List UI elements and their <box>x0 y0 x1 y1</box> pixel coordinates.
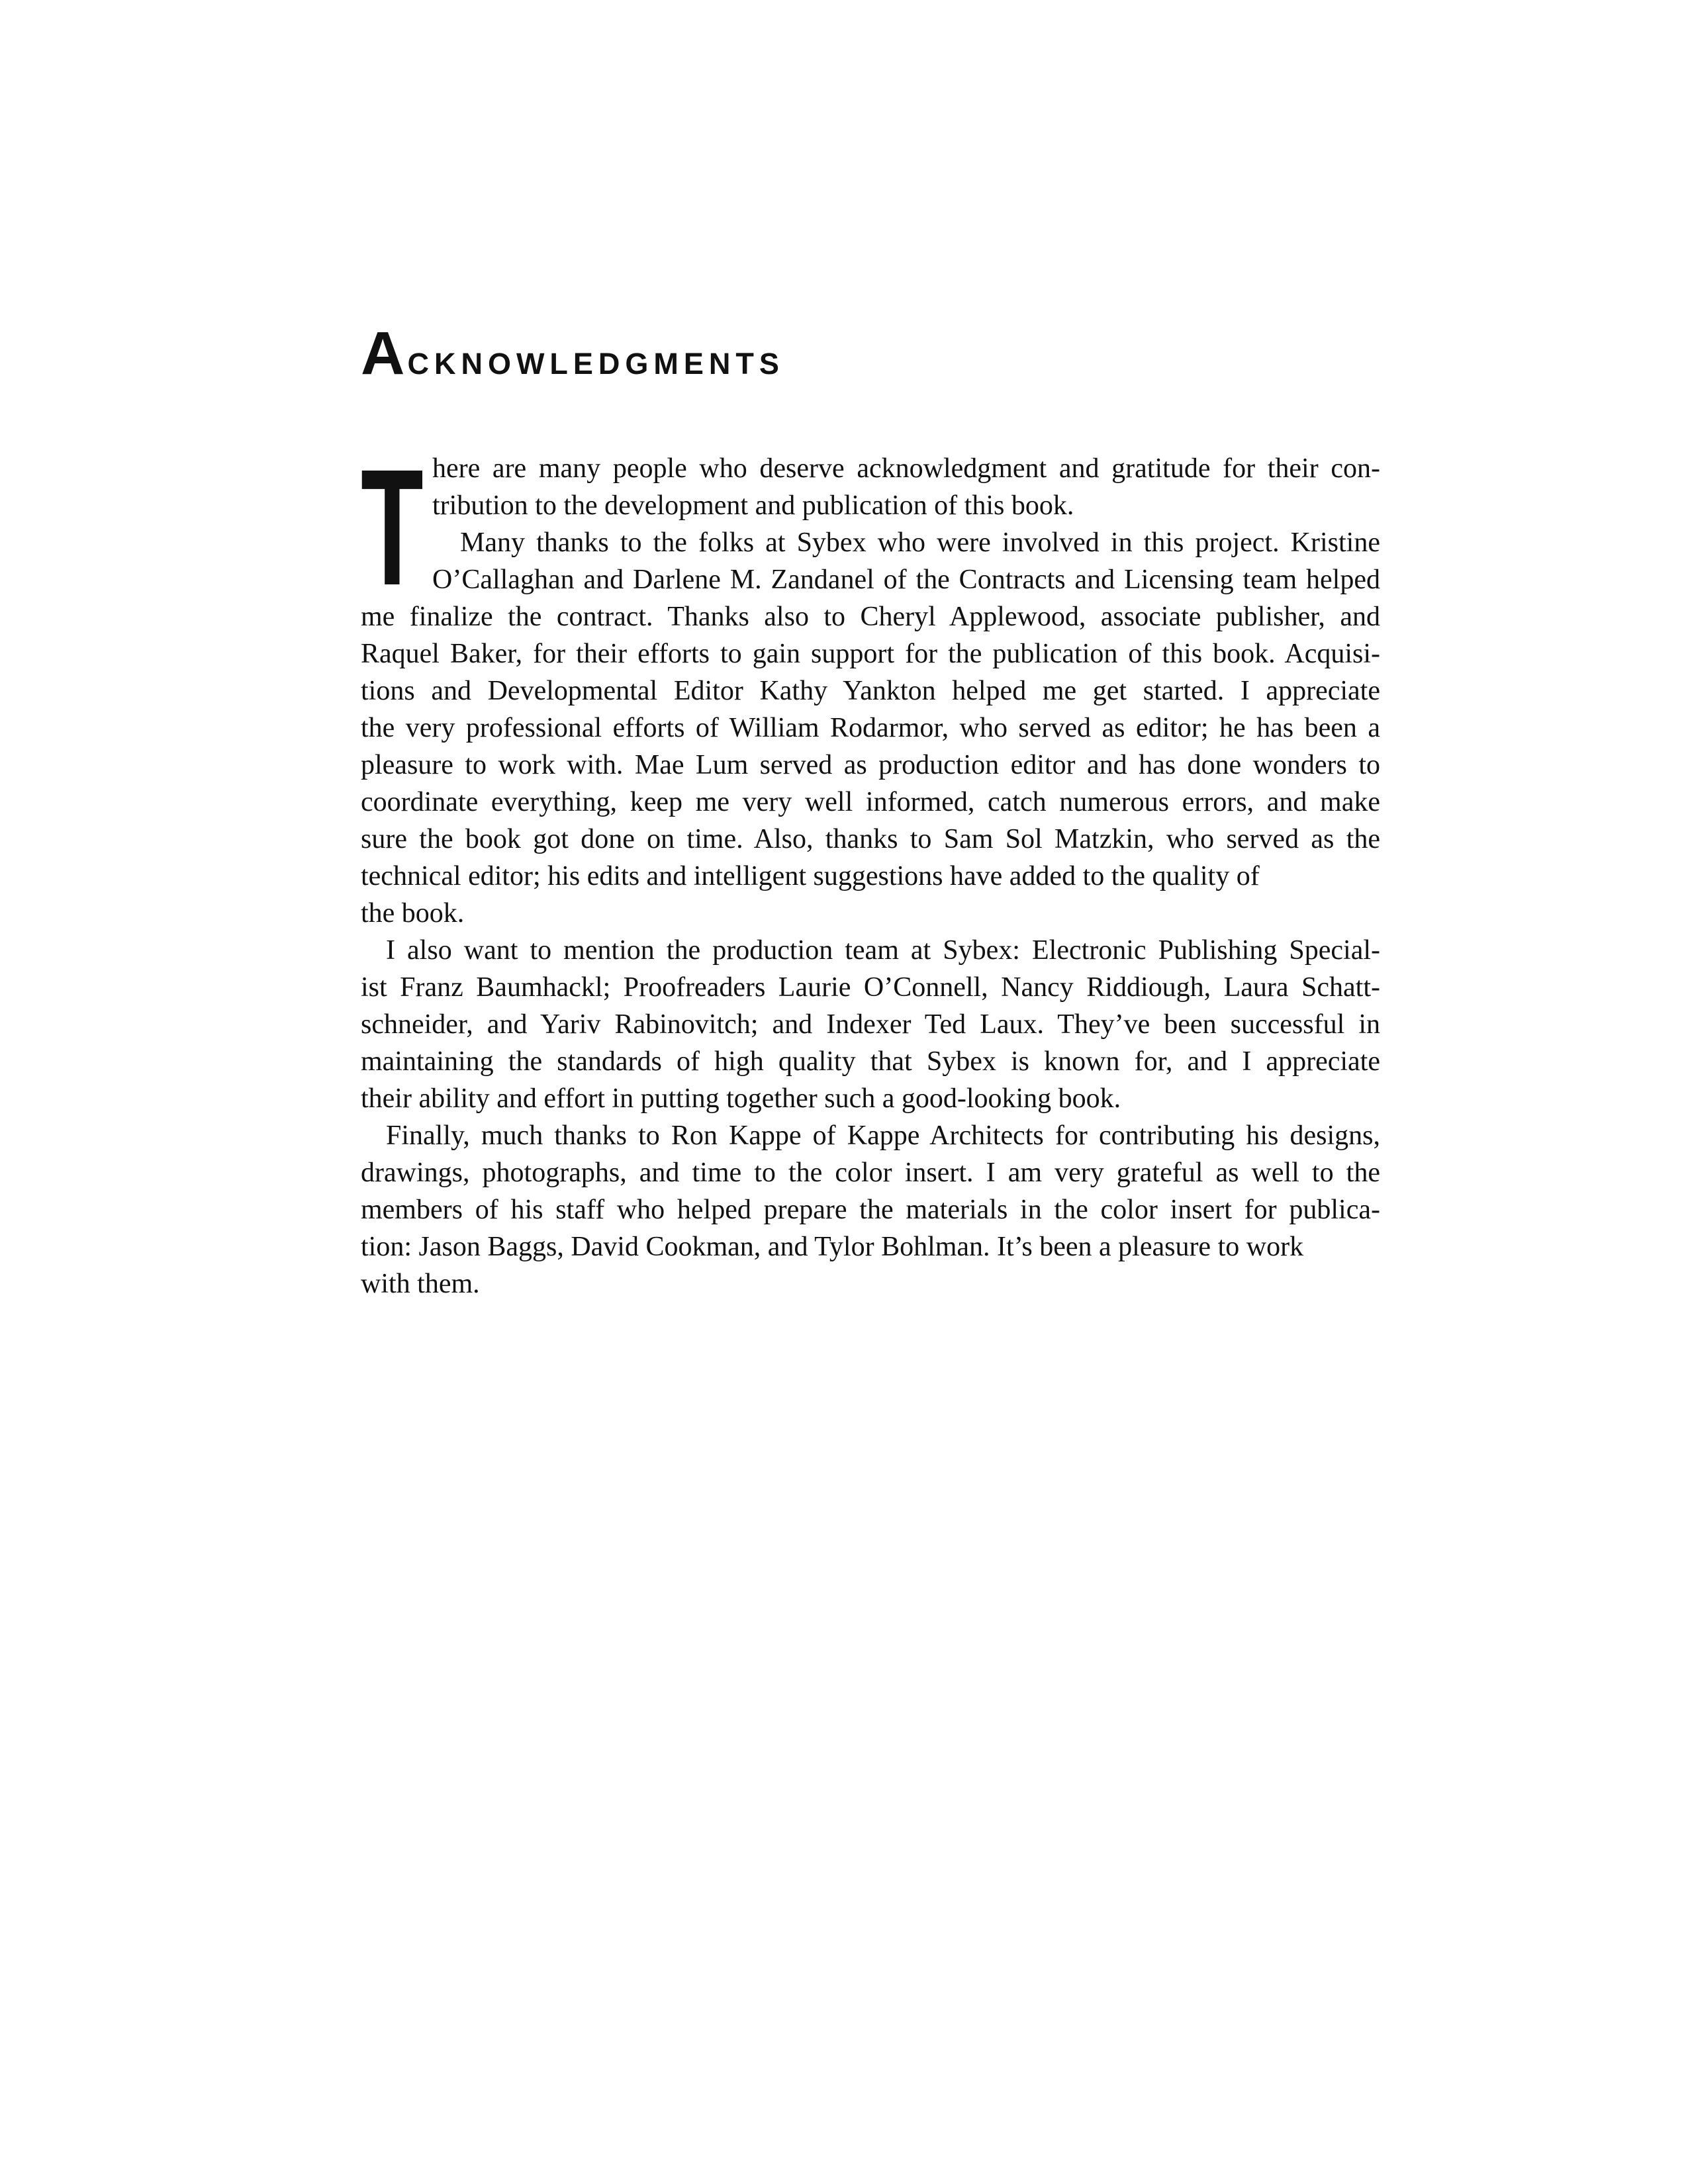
drop-cap: T <box>361 435 424 619</box>
paragraph-4-line-3: members of his staff who helped prepare the materials in the color insert for publica- <box>361 1195 1380 1225</box>
paragraph-3-line-4: maintaining the standards of high quality that Sybex is known for, and I appreciate <box>361 1046 1380 1077</box>
paragraph-2-line-11: the book. <box>361 898 465 929</box>
paragraph-2-line-4: Raquel Baker, for their efforts to gain support for the publication of this book. Acquisi- <box>361 639 1380 669</box>
body-text <box>361 435 1380 1302</box>
paragraph-1-line-2: tribution to the development and publication of this book. <box>432 490 1074 521</box>
paragraph-3-line-3: schneider, and Yariv Rabinovitch; and Indexer Ted Laux. They’ve been successful in <box>361 1009 1380 1040</box>
paragraph-2-line-3: me finalize the contract. Thanks also to Cheryl Applewood, associate publisher, and <box>361 602 1380 632</box>
paragraph-2-line-1: Many thanks to the folks at Sybex who were involved in this project. Kristine <box>460 527 1380 558</box>
paragraph-3-line-2: ist Franz Baumhackl; Proofreaders Laurie O’Connell, Nancy Riddiough, Laura Schatt- <box>361 972 1380 1003</box>
paragraph-4-line-4: tion: Jason Baggs, David Cookman, and Tylor Bohlman. It’s been a pleasure to work <box>361 1232 1304 1262</box>
paragraph-4-line-1: Finally, much thanks to Ron Kappe of Kappe Architects for contributing his designs, <box>386 1120 1380 1151</box>
title-initial: A <box>361 320 408 387</box>
paragraph-2-line-5: tions and Developmental Editor Kathy Yankton helped me get started. I appreciate <box>361 676 1380 706</box>
paragraph-3-line-1: I also want to mention the production team at Sybex: Electronic Publishing Special- <box>386 935 1380 966</box>
page-title <box>361 320 784 387</box>
paragraph-2-line-6: the very professional efforts of William Rodarmor, who served as editor; he has been a <box>361 713 1380 743</box>
paragraph-1-line-1: here are many people who deserve acknowledgment and gratitude for their con- <box>432 453 1380 484</box>
paragraph-2-line-2: O’Callaghan and Darlene M. Zandanel of the Contracts and Licensing team helped <box>432 565 1380 595</box>
paragraph-2-line-10: technical editor; his edits and intelligent suggestions have added to the quality of <box>361 861 1260 891</box>
paragraph-4-line-2: drawings, photographs, and time to the color insert. I am very grateful as well to the <box>361 1158 1380 1188</box>
title-rest: cknowledgments <box>407 336 784 383</box>
paragraph-4-line-5: with them. <box>361 1269 480 1299</box>
paragraph-2-line-8: coordinate everything, keep me very well informed, catch numerous errors, and make <box>361 787 1380 817</box>
paragraph-2-line-7: pleasure to work with. Mae Lum served as production editor and has done wonders to <box>361 750 1380 780</box>
paragraph-3-line-5: their ability and effort in putting together such a good-looking book. <box>361 1083 1121 1114</box>
paragraph-2-line-9: sure the book got done on time. Also, thanks to Sam Sol Matzkin, who served as the <box>361 824 1380 854</box>
